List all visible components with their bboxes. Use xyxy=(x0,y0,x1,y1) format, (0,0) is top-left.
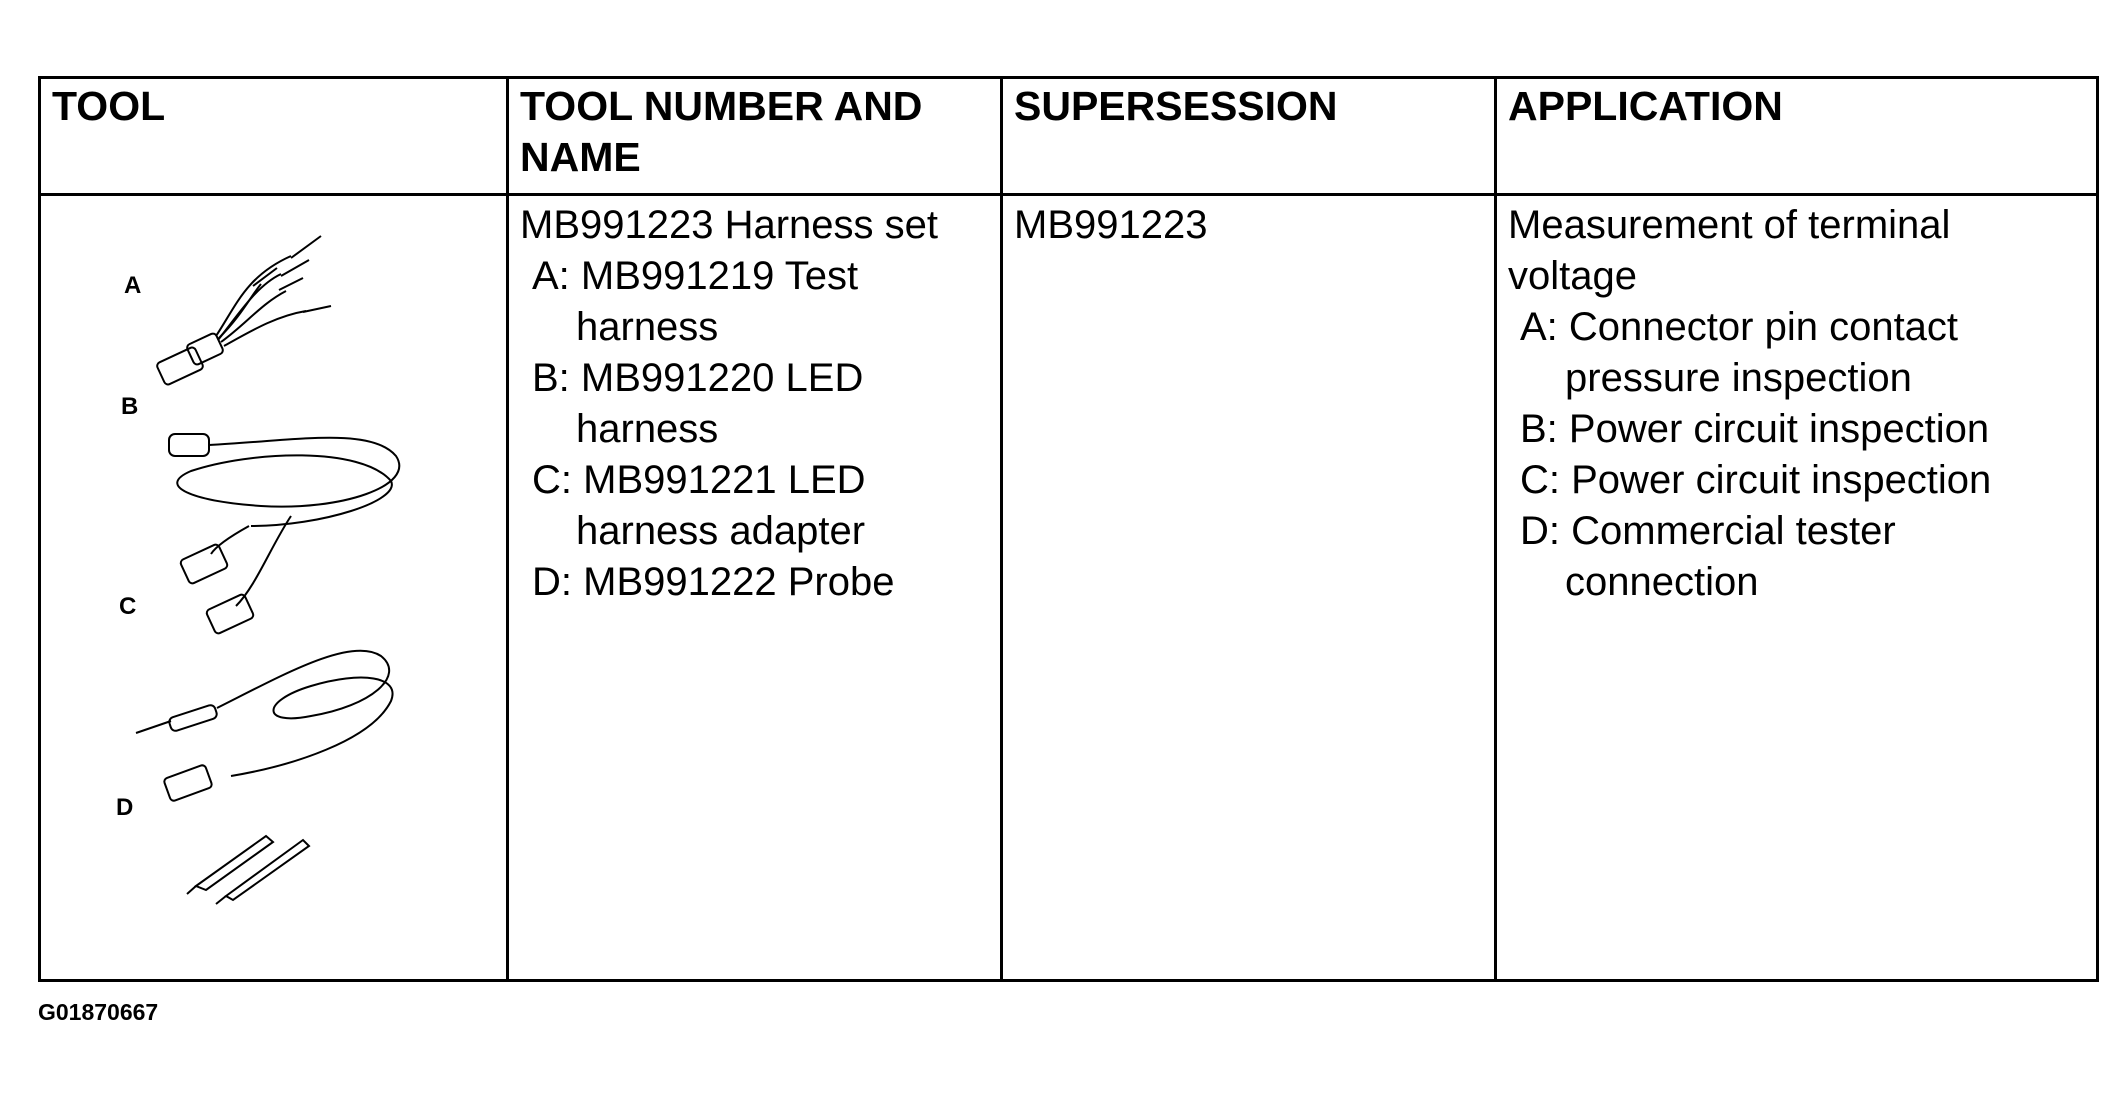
header-application: APPLICATION xyxy=(1496,78,2098,195)
tool-illustration-cell xyxy=(40,195,508,981)
tool-item-b: B: MB991220 LED xyxy=(532,356,864,400)
header-tool: TOOL xyxy=(40,78,508,195)
figure-id: G01870667 xyxy=(38,999,159,1025)
tool-label-a: A xyxy=(124,272,142,299)
tool-item-c-cont: harness adapter xyxy=(576,509,866,553)
header-row xyxy=(40,78,2098,195)
test-harness-drawing xyxy=(156,236,331,386)
tool-item-d: D: MB991222 Probe xyxy=(532,560,895,604)
application-item-b: B: Power circuit inspection xyxy=(1520,407,1990,451)
application-cell xyxy=(1496,195,2098,981)
header-tool-number-and-name: TOOL NUMBER AND NAME xyxy=(508,78,1002,195)
tool-item-a-cont: harness xyxy=(576,305,719,349)
application-item-a-cont: pressure inspection xyxy=(1565,356,1912,400)
application-title-line-2: voltage xyxy=(1508,254,1637,298)
tool-item-c: C: MB991221 LED xyxy=(532,458,866,502)
tool-item-b-cont: harness xyxy=(576,407,719,451)
tool-label-d: D xyxy=(116,794,134,821)
application-title-line-1: Measurement of terminal xyxy=(1508,203,1951,247)
tool-label-c: C xyxy=(119,593,137,620)
harness-set-illustration xyxy=(41,196,506,982)
application-item-c: C: Power circuit inspection xyxy=(1520,458,1992,502)
special-tools-table xyxy=(38,76,2099,982)
table-row xyxy=(40,195,2098,981)
led-harness-drawing xyxy=(169,434,399,635)
application-item-d-cont: connection xyxy=(1565,560,1759,604)
tool-number-and-name-cell xyxy=(508,195,1002,981)
application-item-a: A: Connector pin contact xyxy=(1520,305,1959,349)
tool-label-b: B xyxy=(121,393,139,420)
header-supersession: SUPERSESSION xyxy=(1002,78,1496,195)
tool-item-a: A: MB991219 Test xyxy=(532,254,859,298)
supersession-cell: MB991223 xyxy=(1002,195,1496,981)
application-item-d: D: Commercial tester xyxy=(1520,509,1896,553)
probe-drawing xyxy=(187,836,309,904)
led-harness-adapter-drawing xyxy=(136,651,393,802)
tool-number-title: MB991223 Harness set xyxy=(520,203,939,247)
